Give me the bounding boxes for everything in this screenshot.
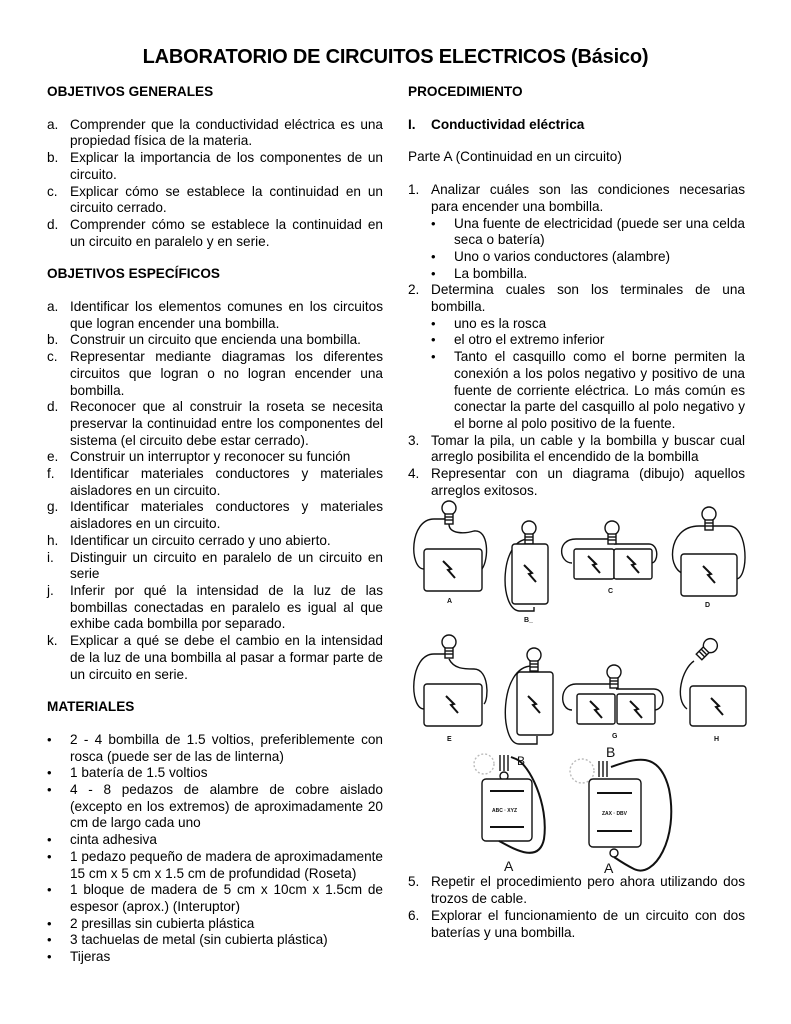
sub-bullet-item: • La bombilla. bbox=[431, 265, 528, 281]
objetivos-especificos-heading: OBJETIVOS ESPECÍFICOS bbox=[47, 266, 220, 282]
circuit-illustrations-icon bbox=[404, 499, 749, 884]
sub-bullet-item: • el otro el extremo inferior bbox=[431, 332, 605, 348]
list-item: a. Identificar los elementos comunes en los circuitos que logran encender una bombilla. bbox=[47, 299, 383, 331]
objetivos-generales-list bbox=[47, 117, 383, 251]
objetivos-generales-heading: OBJETIVOS GENERALES bbox=[47, 84, 214, 99]
sub-bullet-item: • Uno o varios conductores (alambre) bbox=[431, 248, 671, 264]
list-item: • 1 batería de 1.5 voltios bbox=[47, 765, 208, 781]
bullet-icon: • bbox=[47, 782, 52, 798]
step-item: 5. Repetir el procedimiento pero ahora utilizando dos trozos de cable. bbox=[408, 874, 745, 907]
step-item: 3. Tomar la pila, un cable y la bombilla y buscar cual arreglo posibilita el encendido de la bombilla bbox=[408, 432, 745, 465]
bullet-icon: • bbox=[47, 949, 52, 965]
bullet-icon: • bbox=[431, 315, 436, 331]
svg-text:A: A bbox=[604, 860, 614, 877]
svg-text:G: G bbox=[612, 733, 618, 741]
list-item: • cinta adhesiva bbox=[47, 832, 157, 848]
svg-text:B: B bbox=[606, 744, 616, 761]
bullet-icon: • bbox=[47, 882, 52, 898]
list-item: h. Identificar un circuito cerrado y uno abierto. bbox=[47, 532, 331, 548]
bullet-icon: • bbox=[47, 731, 52, 747]
list-item: j. Inferir por qué la intensidad de la luz de las bombillas conectadas en paralelo es igual al que exhibe cada bombilla por separado. bbox=[47, 582, 383, 632]
bullet-icon: • bbox=[47, 765, 52, 781]
list-item: • Tijeras bbox=[47, 949, 111, 965]
list-item: d. Reconocer que al construir la roseta se necesita preservar la continuidad entre los componentes del sistema (el circuito debe estar cerrado). bbox=[47, 399, 383, 448]
procedure-steps bbox=[408, 182, 745, 499]
sub-bullet-item: • Tanto el casquillo como el borne permiten la conexión a los polos negativo y positivo de una fuente de corriente eléctrica. Lo más común es conectar la parte del casquillo al polo negativo y el borne al polo positivo de la fuente. bbox=[431, 349, 745, 431]
list-item: f. Identificar materiales conductores y materiales aisladores en un circuito. bbox=[47, 466, 383, 498]
bullet-icon: • bbox=[431, 265, 436, 281]
list-item: • 2 presillas sin cubierta plástica bbox=[47, 915, 255, 931]
materiales-list bbox=[47, 732, 383, 966]
svg-text:B: B bbox=[517, 754, 526, 769]
list-item: • 4 - 8 pedazos de alambre de cobre aislado (excepto en los extremos) de aproximadamente 20 cm de largo cada uno bbox=[47, 782, 383, 831]
procedimiento-heading: PROCEDIMIENTO bbox=[408, 84, 523, 99]
step-item: 1. Analizar cuáles son las condiciones necesarias para encender una bombilla. • Una fuente de electricidad (puede ser una celda seca o batería) • Uno o varios conductores (alambre) • La bombilla. bbox=[408, 182, 745, 281]
materiales-heading: MATERIALES bbox=[47, 699, 135, 715]
bullet-icon: • bbox=[47, 915, 52, 931]
list-item: c. Explicar cómo se establece la continuidad en un circuito cerrado. bbox=[47, 183, 383, 216]
bullet-icon: • bbox=[431, 215, 436, 231]
svg-text:ABC · XYZ: ABC · XYZ bbox=[492, 808, 517, 815]
bullet-icon: • bbox=[47, 832, 52, 848]
list-item: e. Construir un interruptor y reconocer su función bbox=[47, 449, 351, 465]
bullet-icon: • bbox=[431, 332, 436, 348]
list-item: k. Explicar a qué se debe el cambio en la intensidad de la luz de una bombilla al pasar a formar parte de un circuito en serie. bbox=[47, 633, 383, 682]
svg-text:ZAX · DBV: ZAX · DBV bbox=[602, 811, 627, 818]
list-item: • 2 - 4 bombilla de 1.5 voltios, preferiblemente con rosca (puede ser de las de linterna) bbox=[47, 731, 383, 764]
bullet-icon: • bbox=[47, 932, 52, 948]
procedure-steps-continued bbox=[408, 874, 745, 941]
list-item: • 1 bloque de madera de 5 cm x 10cm x 1.5cm de espesor (aprox.) (Interuptor) bbox=[47, 882, 383, 914]
svg-text:A: A bbox=[504, 858, 514, 875]
list-item: g. Identificar materiales conductores y materiales aisladores en un circuito. bbox=[47, 499, 383, 532]
svg-text:B_: B_ bbox=[524, 617, 533, 625]
list-item: a. Comprender que la conductividad eléctrica es una propiedad física de la materia. bbox=[47, 116, 383, 149]
bullet-icon: • bbox=[431, 248, 436, 264]
list-item: b. Construir un circuito que encienda una bombilla. bbox=[47, 332, 361, 348]
step-item: 2. Determina cuales son los terminales de una bombilla. • uno es la rosca • el otro el extremo inferior • Tanto el casquillo como el borne permiten la conexión a los polos negativo y positivo de una fuente de corriente eléctrica. Lo más común es conectar la parte del casquillo al polo negativo y el borne al polo positivo de la fuente. bbox=[408, 282, 745, 431]
document-title: LABORATORIO DE CIRCUITOS ELECTRICOS (Básico) bbox=[142, 46, 649, 68]
bullet-icon: • bbox=[431, 349, 436, 365]
svg-text:A: A bbox=[447, 598, 453, 606]
objetivos-especificos-list bbox=[47, 299, 383, 683]
list-item: i. Distinguir un circuito en paralelo de un circuito en serie bbox=[47, 549, 383, 582]
step-item: 6. Explorar el funcionamiento de un circuito con dos baterías y una bombilla. bbox=[408, 907, 745, 940]
list-item: c. Representar mediante diagramas los diferentes circuitos que logran o no logran encender una bombilla. bbox=[47, 349, 383, 398]
list-item: d. Comprender cómo se establece la continuidad en un circuito en paralelo y en serie. bbox=[47, 216, 383, 249]
svg-text:H: H bbox=[714, 736, 720, 744]
list-item: • 1 pedazo pequeño de madera de aproximadamente 15 cm x 5 cm x 1.5 cm de profundidad (Roseta) bbox=[47, 848, 383, 881]
list-item: b. Explicar la importancia de los componentes de un circuito. bbox=[47, 150, 383, 182]
svg-text:D: D bbox=[705, 602, 711, 610]
bullet-icon: • bbox=[47, 848, 52, 864]
sub-bullet-item: • uno es la rosca bbox=[431, 315, 547, 331]
list-item: • 3 tachuelas de metal (sin cubierta plástica) bbox=[47, 932, 328, 948]
svg-text:C: C bbox=[608, 588, 614, 596]
right-column bbox=[408, 84, 745, 941]
svg-text:E: E bbox=[447, 736, 452, 744]
step-item: 4. Representar con un diagrama (dibujo) aquellos arreglos exitosos. bbox=[408, 466, 745, 498]
section-heading: I. Conductividad eléctrica bbox=[408, 116, 585, 132]
left-column bbox=[47, 84, 383, 966]
circuit-diagrams-figure bbox=[404, 499, 749, 877]
part-title: Parte A (Continuidad en un circuito) bbox=[408, 149, 622, 165]
sub-bullet-item: • Una fuente de electricidad (puede ser una celda seca o batería) bbox=[431, 215, 745, 248]
